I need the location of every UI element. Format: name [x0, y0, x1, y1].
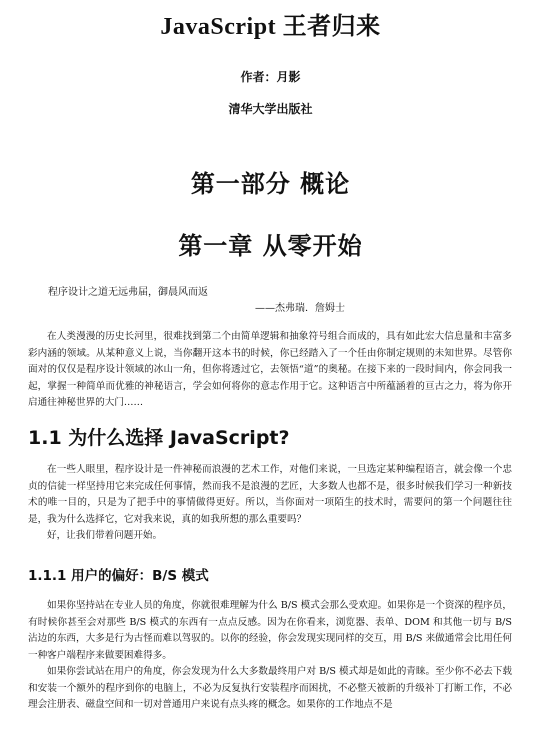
book-title: JavaScript 王者归来 — [160, 14, 381, 40]
epigraph-attribution: ——杰弗瑞．詹姆士 — [255, 303, 345, 314]
chapter-title: 第一章 从零开始 — [178, 232, 363, 260]
section-1-1-paragraph-1: 在一些人眼里，程序设计是一件神秘而浪漫的艺术工作，对他们来说，一旦选定某种编程语言，就会像一个忠贞的信徒一样坚持用它来完成任何事情，然而我不是浪漫的艺匠，大多数人也都不是，很多时候我们学习一种新技术的唯一目的，只是为了把手中的事情做得更好。所以，当你面对一项陌生的技术时，需要问的第一个问题往往是，我为什么选择它，它对我来说，真的如我所想的那么重要吗？ — [28, 464, 512, 525]
section-heading-1-1: 1.1 为什么选择 JavaScript? — [28, 427, 290, 449]
section-heading-1-1-1: 1.1.1 用户的偏好：B/S 模式 — [28, 568, 209, 584]
epigraph-quote: 程序设计之道无远弗届，御晨风而返 — [48, 287, 208, 298]
author-line: 作者：月影 — [240, 70, 301, 84]
part-title: 第一部分 概论 — [190, 170, 351, 198]
section-1-1-paragraph-2: 好，让我们带着问题开始。 — [47, 530, 163, 541]
section-1-1-1-paragraph-2: 如果你尝试站在用户的角度，你会发现为什么大多数最终用户对 B/S 模式却是如此的青睐。至少你不必去下载和安装一个额外的程序到你的电脑上，不必为反复执行安装程序而困扰，不必整天被新的升级补丁打断工作，不必理会注册表、磁盘空间和一切对普通用户来说有点头疼的概念。如果你的工作地点不是 — [28, 666, 512, 711]
section-1-1-1-paragraph-1: 如果你坚持站在专业人员的角度，你就很难理解为什么 B/S 模式会那么受欢迎。如果你是一个资深的程序员，有时候你甚至会对那些 B/S 模式的东西有一点点反感。因为在你看来，浏览器、表单、DOM 和其他一切与 B/S 沾边的东西，大多是行为古怪而难以驾驭的。以你的经验，你会发现实现同样的交互，用 B/S 来做通常会比用任何一种客户端程序来做要困难得多。 — [28, 600, 512, 661]
intro-paragraph: 在人类漫漫的历史长河里，很难找到第二个由简单逻辑和抽象符号组合而成的，具有如此宏大信息量和丰富多彩内涵的领域。从某种意义上说，当你翻开这本书的时候，你已经踏入了一个任由你制定规则的未知世界。尽管你面对的仅仅是程序设计领域的冰山一角，但你将透过它，去领悟“道”的奥秘。在接下来的一段时间内，你会同我一起，掌握一种简单而优雅的神秘语言，学会如何将你的意志作用于它。这种语言中所蕴涵着的亘古之力，将为你开启通往神秘世界的大门…… — [28, 331, 512, 409]
publisher-line: 清华大学出版社 — [228, 102, 313, 116]
